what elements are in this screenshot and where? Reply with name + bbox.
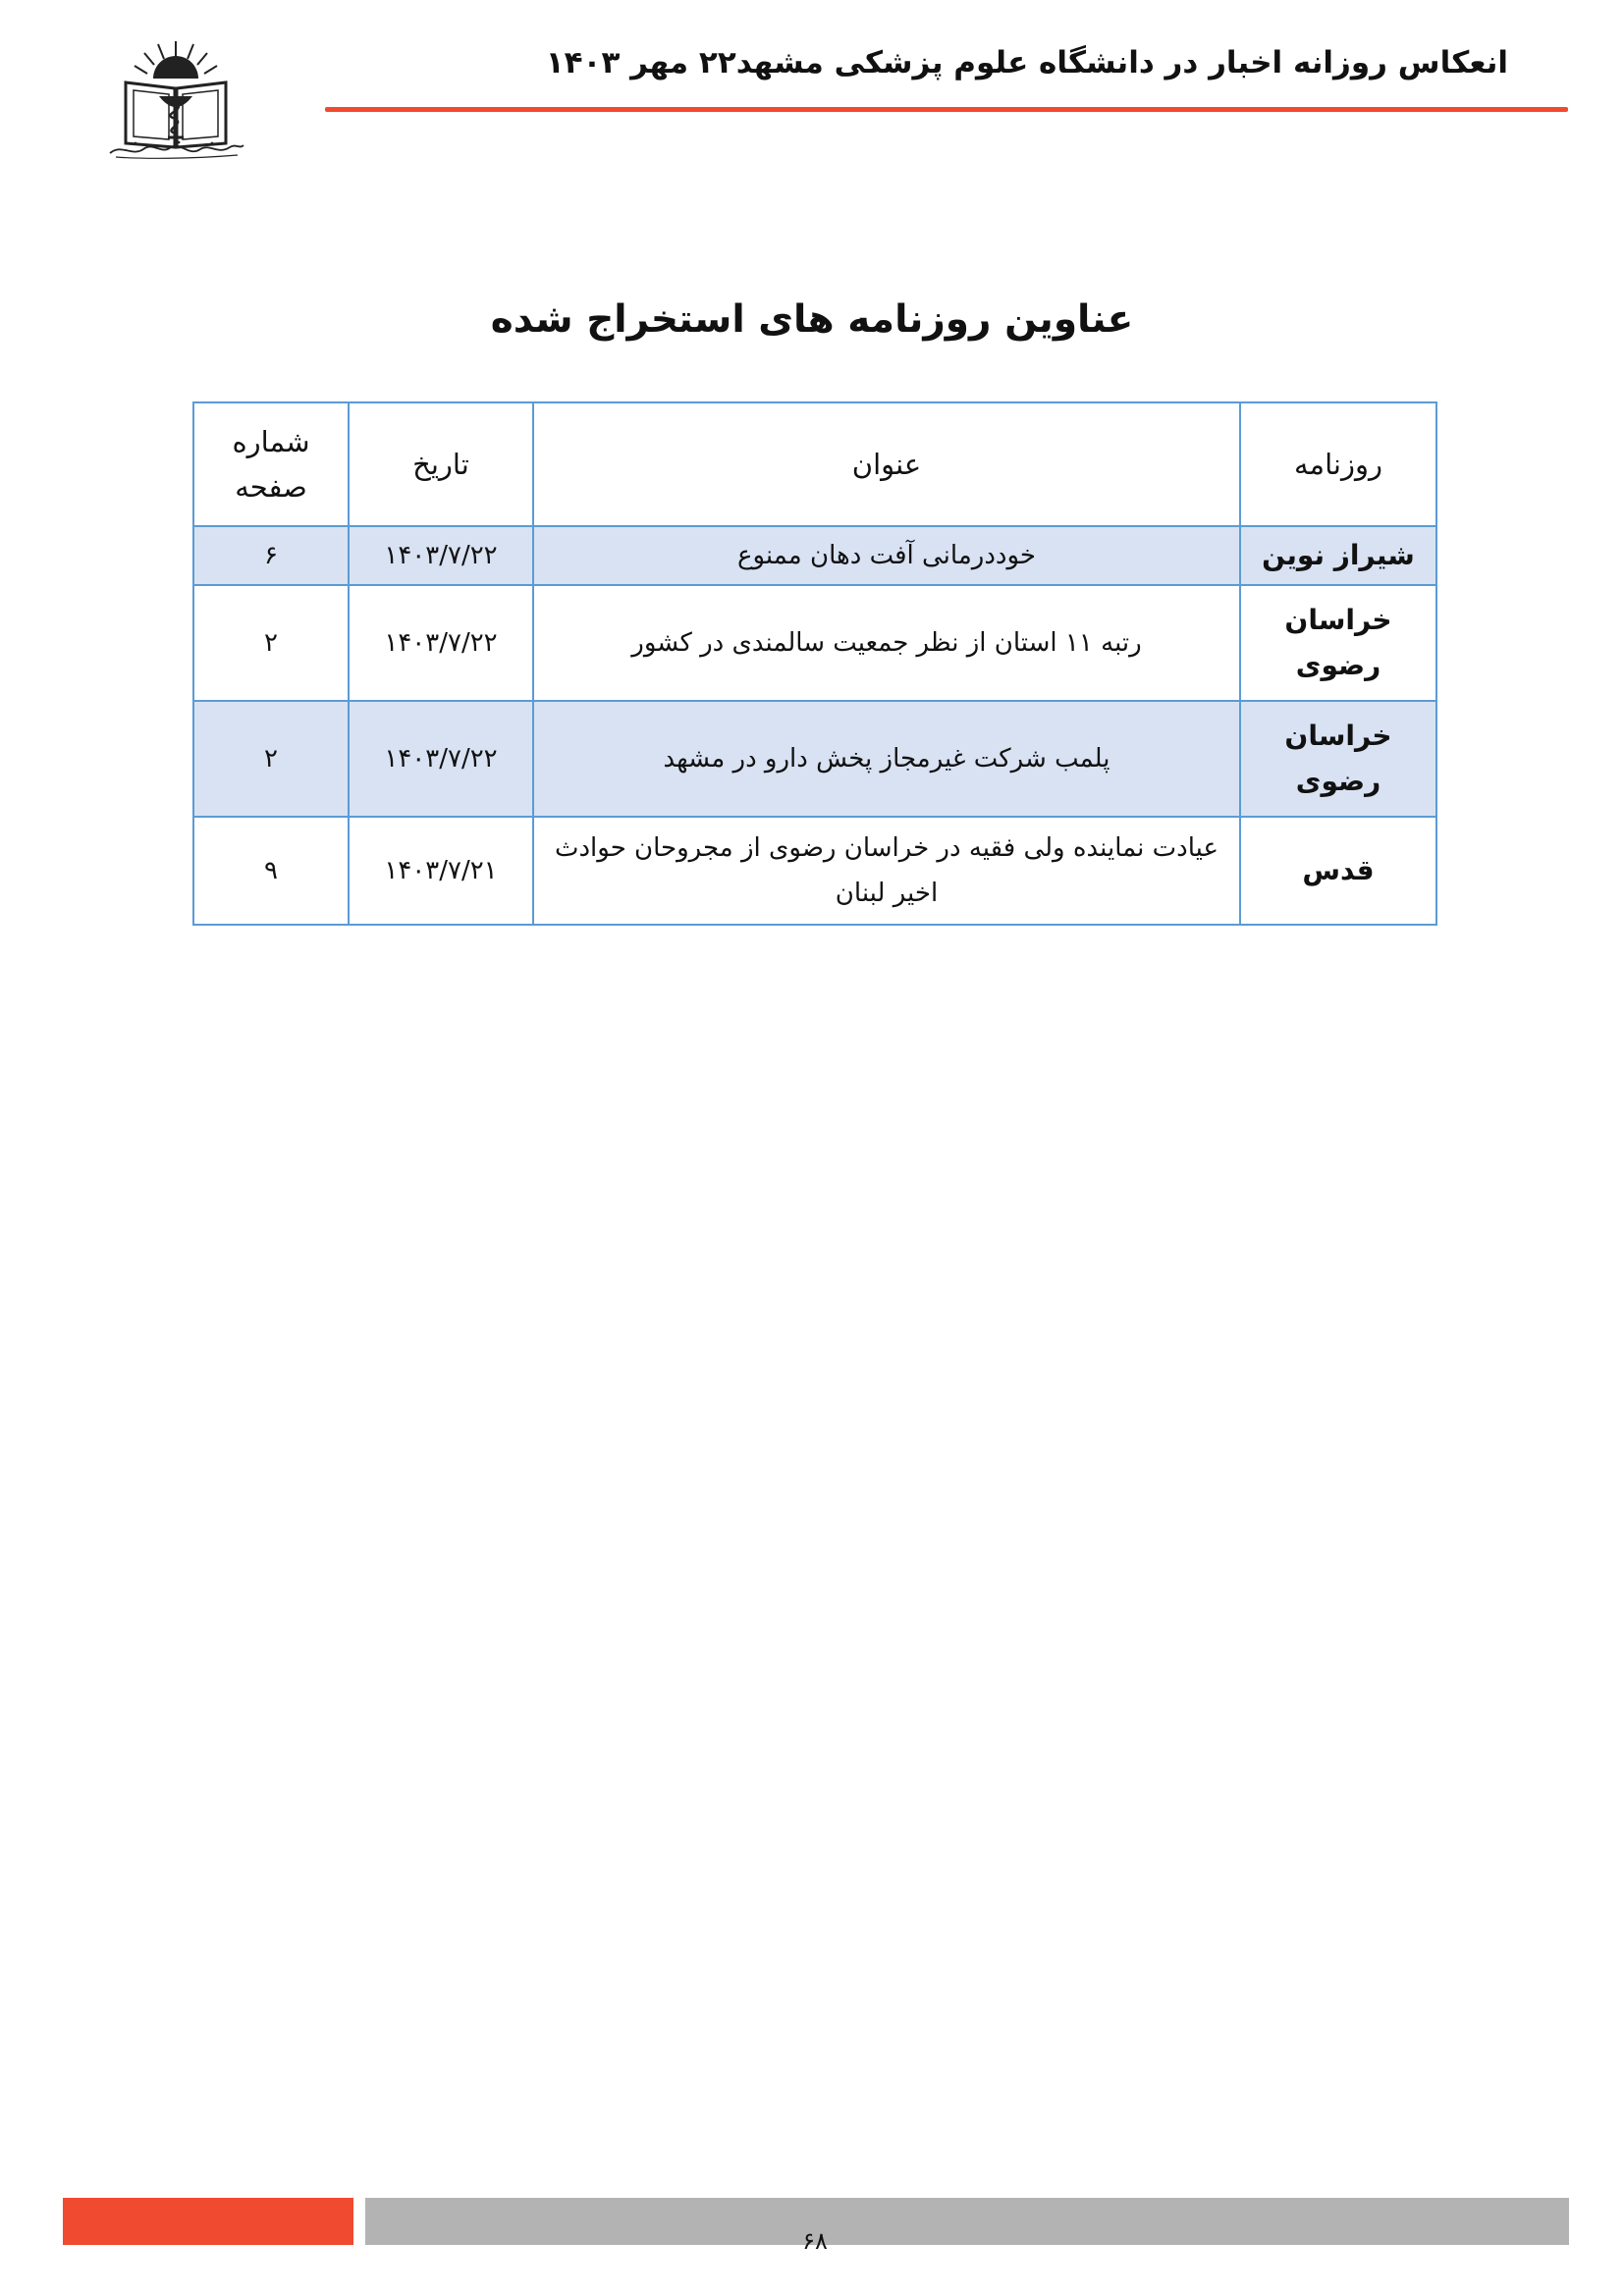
footer-bar (365, 2198, 1569, 2245)
cell-date: ۱۴۰۳/۷/۲۱ (349, 817, 533, 925)
cell-newspaper: قدس (1240, 817, 1436, 925)
header-title: انعکاس روزانه اخبار در دانشگاه علوم پزشکی مشهد۲۲ مهر ۱۴۰۳ (545, 45, 1508, 80)
cell-date: ۱۴۰۳/۷/۲۲ (349, 585, 533, 701)
cell-date: ۱۴۰۳/۷/۲۲ (349, 526, 533, 585)
table-row (193, 526, 1436, 585)
cell-headline: رتبه ۱۱ استان از نظر جمعیت سالمندی در کشور (533, 585, 1240, 701)
table-row (193, 817, 1436, 925)
cell-headline: پلمب شرکت غیرمجاز پخش دارو در مشهد (533, 701, 1240, 817)
table-header-row (193, 402, 1436, 526)
table-row (193, 701, 1436, 817)
table-row (193, 585, 1436, 701)
footer-accent-bar (63, 2198, 353, 2245)
cell-page: ۹ (193, 817, 349, 925)
header-newspaper: روزنامه (1240, 402, 1436, 526)
cell-page: ۲ (193, 585, 349, 701)
cell-headline: عیادت نماینده ولی فقیه در خراسان رضوی از مجروحان حوادث اخیر لبنان (533, 817, 1240, 925)
cell-page: ۶ (193, 526, 349, 585)
cell-newspaper: خراسان رضوی (1240, 701, 1436, 817)
header-divider (325, 107, 1568, 112)
cell-newspaper: شیراز نوین (1240, 526, 1436, 585)
newspaper-headlines-table (192, 401, 1435, 926)
header-date: تاریخ (349, 402, 533, 526)
logo-wordmark (102, 137, 249, 163)
header-page-number: شماره صفحه (193, 402, 349, 526)
header-headline: عنوان (533, 402, 1240, 526)
document-title: عناوین روزنامه های استخراج شده (490, 297, 1134, 342)
cell-headline: خوددرمانی آفت دهان ممنوع (533, 526, 1240, 585)
cell-page: ۲ (193, 701, 349, 817)
cell-date: ۱۴۰۳/۷/۲۲ (349, 701, 533, 817)
page-number: ۶۸ (802, 2227, 828, 2255)
cell-newspaper: خراسان رضوی (1240, 585, 1436, 701)
